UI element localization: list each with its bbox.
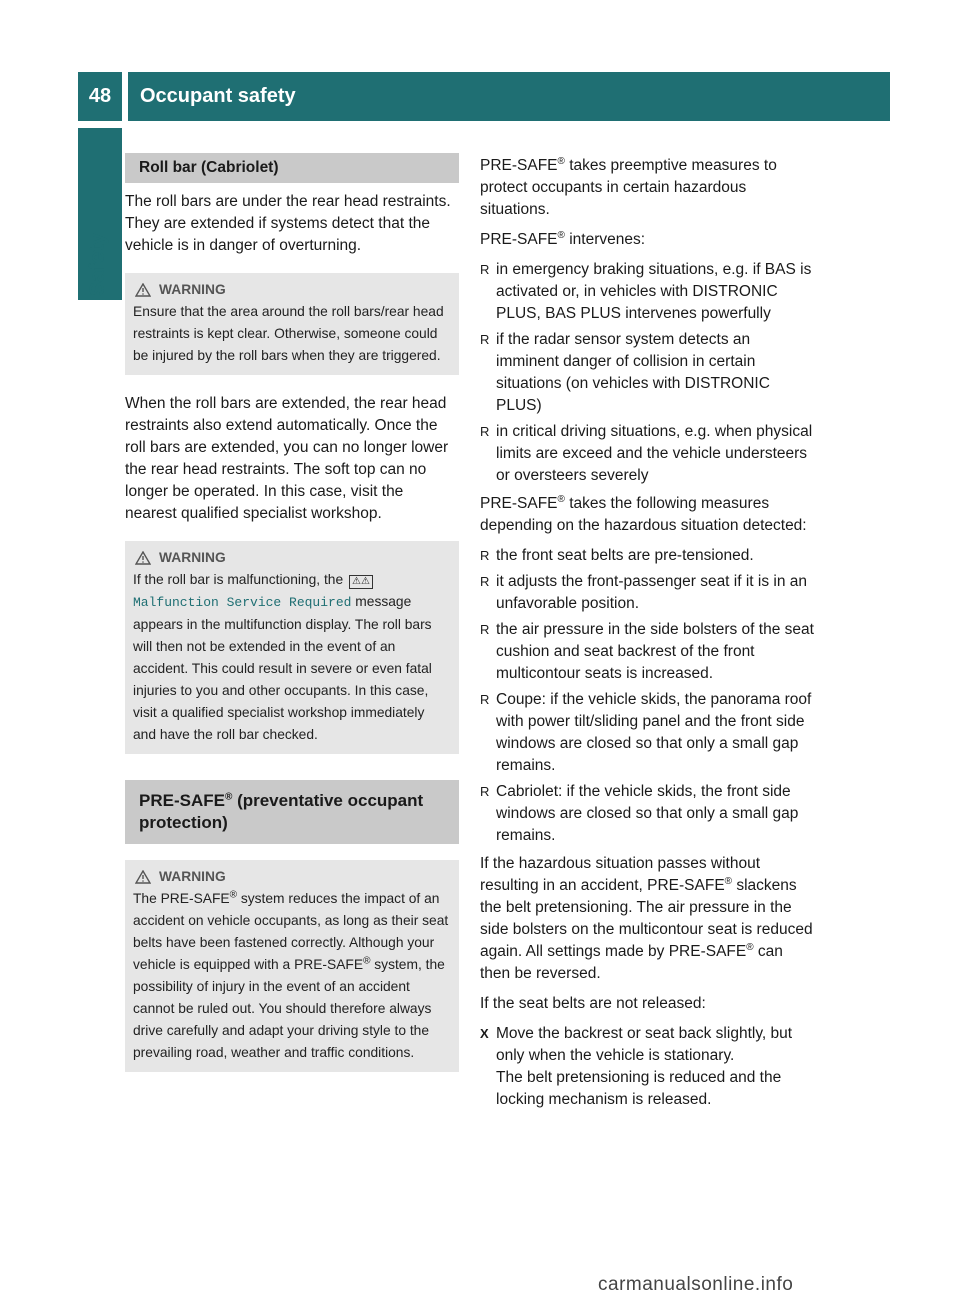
warning-triangle-icon bbox=[135, 283, 151, 297]
list-item: R if the radar sensor system detects an imminent danger of collision in certain situations (on vehicles with DISTRONIC PLUS) bbox=[480, 329, 816, 417]
roll-bar-symbol-icon: ⚠⚠ bbox=[349, 575, 373, 589]
list-item: R the air pressure in the side bolsters of the seat cushion and seat backrest of the front multicontour seats is increased. bbox=[480, 619, 816, 685]
list-item: R Coupe: if the vehicle skids, the panorama roof with power tilt/sliding panel and the front side windows are closed so that only a small gap remains. bbox=[480, 689, 816, 777]
watermark: carmanualsonline.info bbox=[598, 1274, 794, 1295]
warning-triangle-icon bbox=[135, 870, 151, 884]
list-item: R Cabriolet: if the vehicle skids, the front side windows are closed so that only a small gap remains. bbox=[480, 781, 816, 847]
list-item: R the front seat belts are pre-tensioned. bbox=[480, 545, 816, 567]
roll-bar-intro: The roll bars are under the rear head restraints. They are extended if systems detect that the vehicle is in danger of overturning. bbox=[125, 193, 451, 254]
right-column bbox=[480, 155, 816, 1111]
warning-text-2: If the roll bar is malfunctioning, the ⚠⚠ Malfunction Service Required message appears in the multifunction display. The roll bars will then not be extended in the event of an accident. This could result in severe or even fatal injuries to you and other occupants. In this case, visit a qualified specialist workshop immediately and have the roll bar checked. bbox=[133, 572, 432, 742]
roll-bar-extended-text: When the roll bars are extended, the rear head restraints also extend automatically. Once the roll bars are extended, you can no longer lower the rear head restraints. The soft top can no longer be operated. In this case, visit the nearest qualified specialist workshop. bbox=[125, 395, 449, 522]
warning-label: WARNING bbox=[159, 869, 226, 884]
presafe-intro: PRE-SAFE® takes preemptive measures to protect occupants in certain hazardous situations. bbox=[480, 155, 777, 218]
page-title: Occupant safety bbox=[128, 72, 890, 121]
belts-not-released: If the seat belts are not released: bbox=[480, 995, 706, 1012]
display-message: Malfunction Service Required bbox=[133, 595, 352, 610]
warning-box-1 bbox=[125, 273, 459, 375]
page-number: 48 bbox=[78, 72, 122, 121]
step-result: The belt pretensioning is reduced and the locking mechanism is released. bbox=[496, 1069, 782, 1108]
left-column bbox=[125, 153, 459, 1090]
instruction-step: X Move the backrest or seat back slightly, but only when the vehicle is stationary. The belt pretensioning is reduced and the locking mechanism is released. bbox=[480, 1023, 816, 1111]
intervenes-list bbox=[480, 259, 816, 487]
list-item: R in critical driving situations, e.g. when physical limits are exceed and the vehicle understeers or oversteers severely bbox=[480, 421, 816, 487]
roll-bar-heading: Roll bar (Cabriolet) bbox=[125, 153, 459, 183]
presafe-intervenes: PRE-SAFE® intervenes: bbox=[480, 229, 646, 248]
list-item: R it adjusts the front-passenger seat if it is in an unfavorable position. bbox=[480, 571, 816, 615]
measures-list bbox=[480, 545, 816, 847]
warning-box-2 bbox=[125, 541, 459, 754]
hazard-passes-text: If the hazardous situation passes without resulting in an accident, PRE-SAFE® slackens the belt pretensioning. The air pressure in the side bolsters on the multicontour seat is reduced again. All settings made by PRE-SAFE® can then be reversed. bbox=[480, 855, 813, 982]
presafe-measures-intro: PRE-SAFE® takes the following measures depending on the hazardous situation detected: bbox=[480, 493, 807, 534]
warning-box-3 bbox=[125, 860, 459, 1072]
warning-text-1: Ensure that the area around the roll bars/rear head restraints is kept clear. Otherwise, someone could be injured by the roll bars when they are triggered. bbox=[133, 304, 444, 363]
section-label: Safety bbox=[86, 232, 109, 296]
list-item: R in emergency braking situations, e.g. if BAS is activated or, in vehicles with DISTRONIC PLUS, BAS PLUS intervenes powerfully bbox=[480, 259, 816, 325]
warning-label: WARNING bbox=[159, 282, 226, 297]
warning-label: WARNING bbox=[159, 550, 226, 565]
warning-text-3: The PRE-SAFE® system reduces the impact of an accident on vehicle occupants, as long as their seat belts have been fastened correctly. Although your vehicle is equipped with a PRE-SAFE® system, the possibility of injury in the event of an accident cannot be ruled out. You should therefore always drive carefully and adapt your driving style to the prevailing road, weather and traffic conditions. bbox=[133, 889, 449, 1060]
presafe-heading: PRE-SAFE® (preventative occupant protection) bbox=[125, 780, 459, 844]
warning-triangle-icon bbox=[135, 551, 151, 565]
